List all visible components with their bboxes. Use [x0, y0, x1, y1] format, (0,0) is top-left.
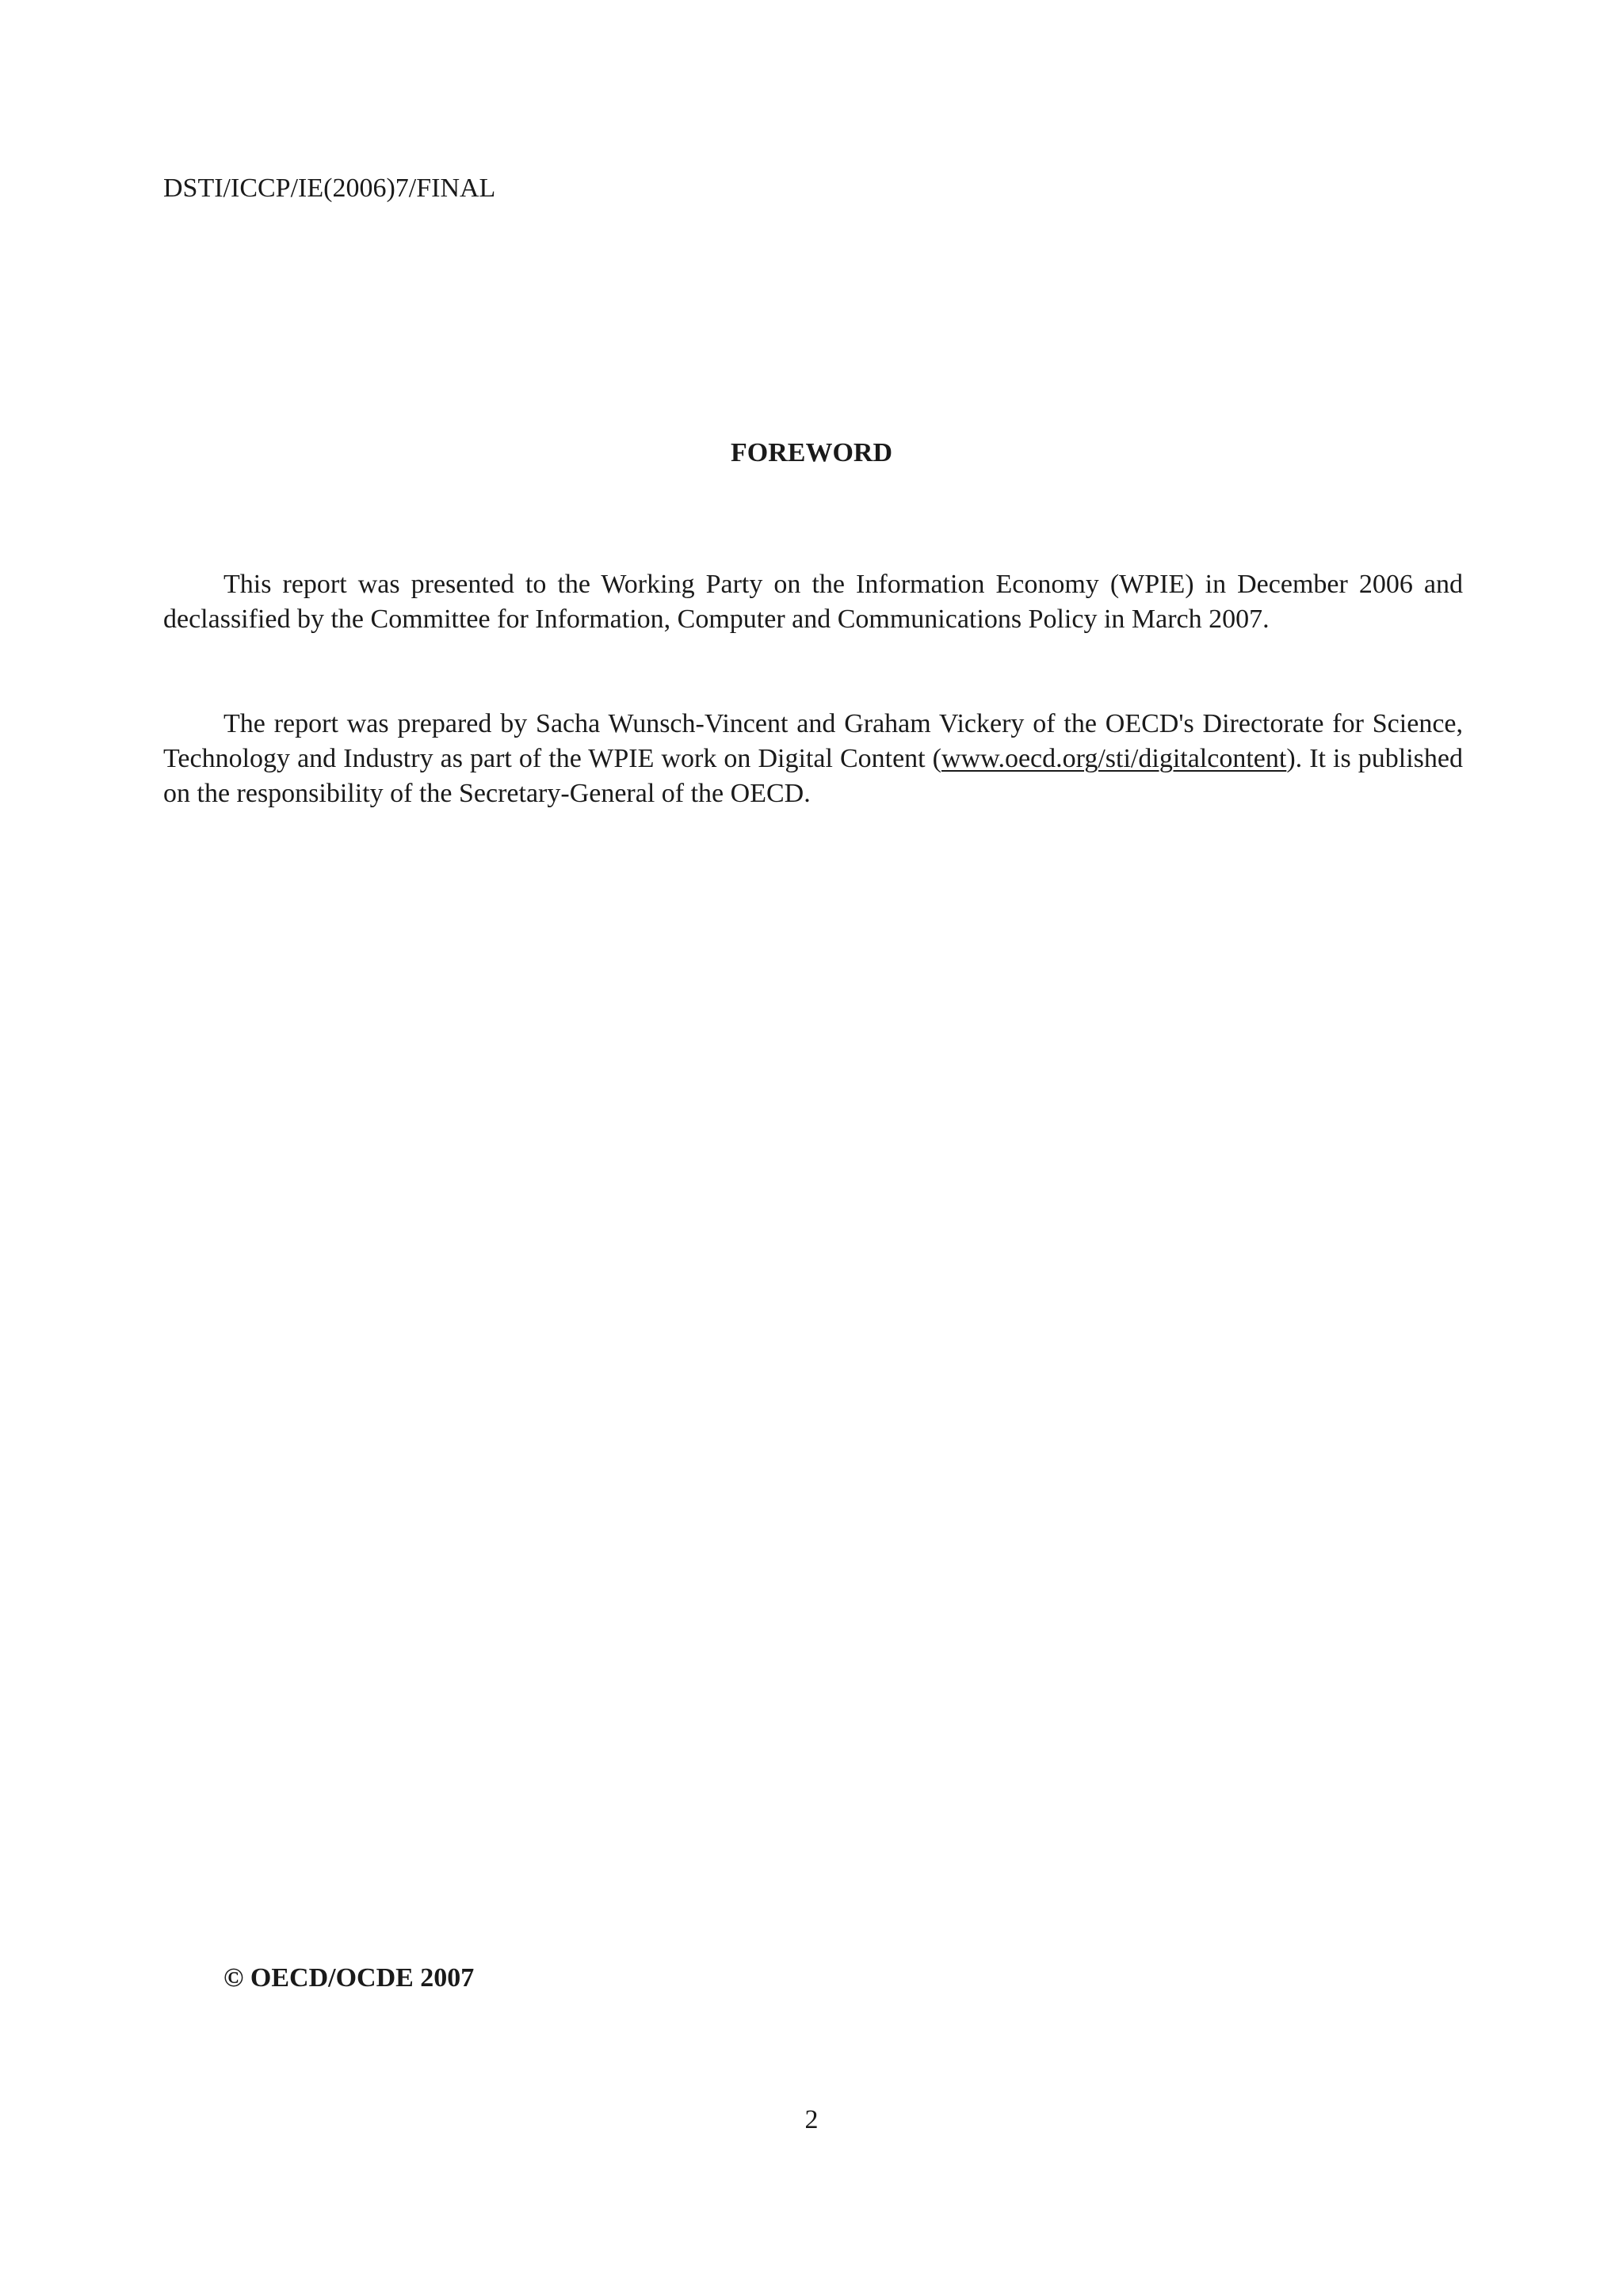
paragraph-1-text: This report was presented to the Working Party on the Information Economy (WPIE) in December 2006 and declassified by the Committee for Information, Computer and Communications Policy in March 2007. [163, 570, 1463, 634]
copyright-notice: © OECD/OCDE 2007 [223, 1963, 475, 1993]
document-code: DSTI/ICCP/IE(2006)7/FINAL [163, 174, 496, 203]
paragraph-2-text-start: The report was prepared by Sacha Wunsch-Vincent and Graham Vickery of the OECD's Directorate for Science, Technology and Industry as part of the WPIE work on Digital Content ( [163, 709, 1463, 773]
paragraph-presentation [163, 567, 1463, 637]
paragraph-2-text-end: ). It is published on the responsibility of the Secretary-General of the OECD. [163, 744, 1464, 808]
digital-content-link[interactable]: www.oecd.org/sti/digitalcontent [941, 744, 1287, 773]
page-title: FOREWORD [731, 438, 892, 467]
page-number: 2 [804, 2105, 819, 2134]
paragraph-preparation [163, 707, 1463, 811]
